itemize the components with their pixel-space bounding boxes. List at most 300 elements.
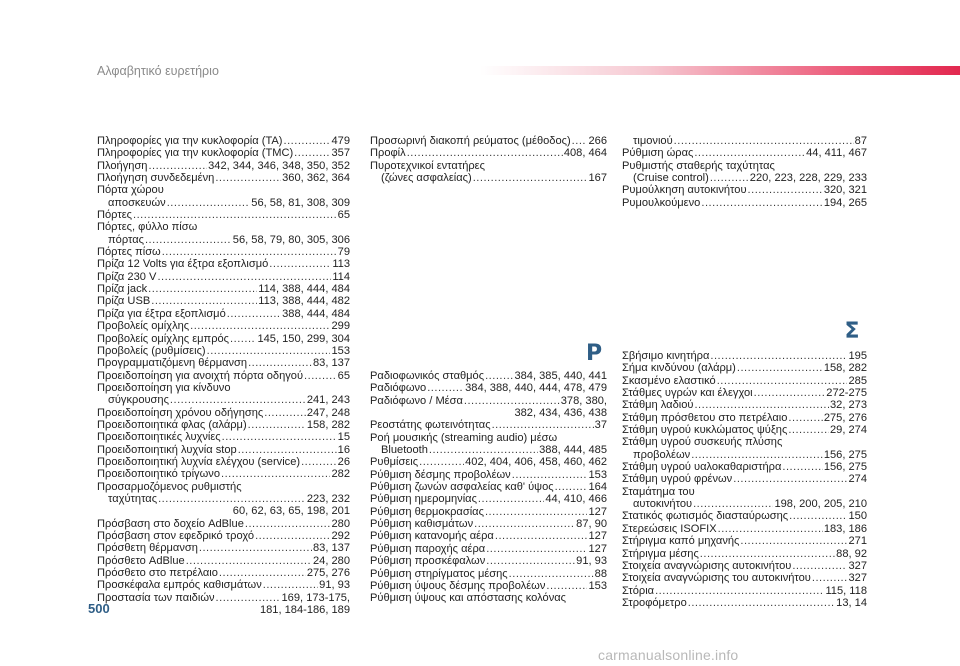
index-entry-term: Προγραμματιζόμενη θέρμανση	[97, 357, 248, 370]
index-entry-pages: 275, 276	[823, 411, 867, 424]
dot-leader	[733, 473, 847, 485]
index-entry-term: Πρίζα USB	[97, 295, 151, 308]
index-entry	[97, 481, 350, 493]
dot-leader	[221, 468, 331, 480]
index-entry-term: Ρύθμιση ώρας	[622, 147, 694, 160]
index-entry-term: Προειδοποιητική λυχνία ελέγχου (service)	[97, 455, 301, 468]
index-entry	[622, 350, 867, 362]
index-entry	[97, 456, 350, 468]
index-entry-term: Ροή μουσικής (streaming audio) μέσω	[370, 431, 558, 444]
index-entry	[97, 184, 350, 196]
index-entry-term: Προσωρινή διακοπή ρεύματος (μέθοδος)	[370, 135, 571, 147]
dot-leader	[429, 444, 538, 456]
index-entry-pages: 247, 248	[306, 406, 350, 419]
dot-leader	[700, 548, 835, 560]
index-entry-term: Σήμα κινδύνου (αλάρμ)	[622, 362, 736, 375]
index-entry-term: Προειδοποιητικά φλας (αλάρμ)	[97, 418, 247, 431]
index-entry-pages: 37	[594, 419, 607, 432]
index-entry-pages: 87, 90	[576, 518, 607, 531]
index-entry	[370, 555, 607, 567]
index-entry-pages: 87	[854, 135, 867, 147]
index-entry-pages: 158, 282	[306, 418, 350, 431]
index-entry-term: Προειδοποίηση για ανοιχτή πόρτα οδηγού	[97, 369, 304, 382]
index-entry-term: Πρίζα 230 V	[97, 270, 157, 283]
dot-leader	[555, 481, 588, 493]
dot-leader	[693, 498, 773, 510]
index-entry-term: Προσαρμοζόμενος ρυθμιστής	[97, 480, 242, 493]
index-entry-term: Ρύθμιση κατανομής αέρα	[370, 530, 494, 543]
index-entry-pages: 360, 362, 364	[282, 172, 350, 185]
index-entry-pages: 378, 380,	[560, 394, 607, 407]
index-entry	[622, 585, 867, 597]
index-entry-pages: 127	[588, 530, 607, 543]
index-entry	[97, 283, 350, 295]
index-entry-term: Πόρτες πίσω	[97, 246, 161, 259]
index-entry-term: Στήριγμα καπό μηχανής	[622, 535, 740, 548]
index-entry	[370, 395, 607, 407]
index-entry	[97, 209, 350, 221]
dot-leader	[789, 510, 847, 522]
index-entry-term: (ζώνες ασφαλείας)	[381, 172, 472, 185]
index-entry	[622, 436, 867, 448]
index-entry-pages: 241, 243	[306, 394, 350, 407]
index-column-3	[622, 135, 867, 209]
index-entry-term: Πόρτες	[97, 209, 133, 222]
index-entry	[97, 320, 350, 332]
index-entry-pages: 156, 275	[823, 461, 867, 474]
index-entry-term: ταχύτητας	[108, 492, 158, 505]
index-entry-term: Στάθμη πρόσθετου στο πετρέλαιο	[622, 411, 788, 424]
index-entry-pages: 153	[588, 468, 607, 481]
index-entry	[97, 221, 350, 233]
index-entry-pages: 24, 280	[312, 554, 350, 567]
index-entry-pages: 65	[337, 209, 350, 222]
dot-leader	[478, 493, 544, 505]
index-entry-pages: 115, 118	[825, 584, 867, 597]
dot-leader	[486, 543, 587, 555]
index-entry-pages: 183, 186	[823, 522, 867, 535]
dot-leader	[509, 568, 594, 580]
dot-leader	[691, 449, 823, 461]
index-entry	[370, 444, 607, 456]
dot-leader	[407, 147, 563, 159]
index-entry	[622, 461, 867, 473]
index-entry	[622, 548, 867, 560]
dot-leader	[701, 197, 822, 209]
index-entry	[97, 394, 350, 406]
index-entry-term: Πρόσθετη θέρμανση	[97, 542, 198, 555]
index-entry-pages: 153	[331, 344, 350, 357]
index-entry-term: Ρυθμιστής σταθερής ταχύτητας	[622, 159, 775, 172]
index-entry-term: Προειδοποίηση χρόνου οδήγησης	[97, 406, 264, 419]
dot-leader	[427, 382, 464, 394]
dot-leader	[170, 394, 306, 406]
index-entry-term: Ρύθμιση καθισμάτων	[370, 518, 474, 531]
index-entry	[370, 592, 607, 604]
index-entry	[622, 424, 867, 436]
index-entry-term: Σκασμένο ελαστικό	[622, 374, 716, 387]
index-entry-pages: 164	[588, 481, 607, 494]
index-entry	[97, 468, 350, 480]
index-entry-pages: 88, 92	[836, 547, 867, 560]
index-entry-pages: 266	[588, 135, 607, 147]
index-entry	[97, 172, 350, 184]
section-letter-p: P	[585, 341, 603, 366]
index-entry-term: Στάθμη υγρού φρένων	[622, 473, 733, 486]
index-entry-pages: 145, 150, 299, 304	[257, 332, 350, 345]
index-entry-term: Προειδοποιητική λυχνία stop	[97, 443, 237, 456]
index-entry-term: Ρύθμιση θερμοκρασίας	[370, 505, 484, 518]
index-entry-term: Στατικός φωτισμός διασταύρωσης	[622, 510, 789, 523]
index-entry-term: Στάθμη υγρού κυκλώματος ψύξης	[622, 424, 788, 437]
index-entry-pages: 44, 411, 467	[806, 147, 867, 160]
index-entry-term: Στοιχεία αναγνώρισης του αυτοκινήτου	[622, 572, 811, 585]
footer-watermark[interactable]: carmanualsonline.info	[598, 647, 739, 663]
index-entry	[97, 431, 350, 443]
dot-leader	[495, 530, 588, 542]
index-entry-term: Ρύθμιση στηρίγματος μέσης	[370, 567, 508, 580]
dot-leader	[474, 518, 575, 530]
index-entry-term: (Cruise control)	[633, 172, 709, 185]
dot-leader	[304, 370, 337, 382]
dot-leader	[740, 535, 847, 547]
index-entry-term: πόρτας	[108, 233, 144, 246]
index-entry-pages: 169, 173-175,	[281, 591, 350, 604]
index-entry-term: Πρόσθετο AdBlue	[97, 554, 185, 567]
index-entry-pages: 113, 388, 444, 482	[258, 295, 350, 308]
index-entry-pages: 357	[331, 147, 350, 160]
index-entry-term: Στόρια	[622, 584, 655, 597]
index-entry	[622, 523, 867, 535]
index-entry-term: Σταμάτημα του	[622, 485, 695, 498]
dot-leader	[133, 209, 337, 221]
index-column-1	[97, 135, 350, 616]
index-entry	[97, 258, 350, 270]
index-entry-term: Ρυθμίσεις	[370, 456, 419, 469]
index-entry-pages: 292	[331, 530, 350, 542]
index-column-2	[370, 135, 607, 184]
index-entry-term: Προσκέφαλα εμπρός καθισμάτων	[97, 579, 262, 592]
index-entry	[97, 382, 350, 394]
index-entry-term: Στοιχεία αναγνώρισης αυτοκινήτου	[622, 559, 792, 572]
index-entry-term: Πρόσβαση στον εφεδρικό τροχό	[97, 530, 255, 542]
dot-leader	[473, 172, 588, 184]
index-entry-term: Πρίζα jack	[97, 283, 148, 296]
index-entry-term: Ρύθμιση ύψους και απόστασης κολόνας	[370, 592, 566, 605]
dot-leader	[190, 320, 330, 332]
index-entry-pages: 91, 93	[319, 579, 350, 592]
index-entry	[622, 399, 867, 411]
index-entry-term: Ρυμουλκούμενο	[622, 196, 701, 209]
index-entry-pages: 408, 464	[563, 147, 607, 160]
index-entry-pages: 388, 444, 485	[539, 444, 607, 457]
index-entry	[97, 493, 350, 505]
index-entry	[370, 172, 607, 184]
dot-leader	[263, 579, 318, 591]
index-entry	[370, 407, 607, 419]
index-entry-term: Πυροτεχνικοί εντατήρες	[370, 159, 485, 172]
index-entry-term: Προφίλ	[370, 147, 406, 160]
dot-leader	[238, 444, 337, 456]
index-entry-term: Στήριγμα μέσης	[622, 547, 699, 560]
index-entry	[97, 234, 350, 246]
index-entry-pages: 274	[848, 473, 867, 486]
index-entry-term: Πληροφορίες για την κυκλοφορία (TA)	[97, 135, 283, 147]
index-entry-pages: 91, 93	[576, 555, 607, 568]
page-title: Αλφαβητικό ευρετήριο	[97, 64, 219, 78]
index-entry-term: Πληροφορίες για την κυκλοφορία (TMC)	[97, 147, 294, 160]
index-entry-term: τιμονιού	[633, 135, 673, 147]
index-entry	[370, 493, 607, 505]
index-entry-term: Προβολείς ομίχλης	[97, 320, 190, 333]
index-entry-pages: 194, 265	[823, 196, 867, 209]
dot-leader	[216, 592, 281, 604]
index-entry	[370, 382, 607, 394]
index-entry-term: Προβολείς ομίχλης εμπρός	[97, 332, 230, 345]
index-entry-pages: 382, 434, 436, 438	[514, 407, 607, 420]
index-entry	[622, 197, 867, 209]
dot-leader	[145, 234, 232, 246]
index-entry-term: Ρύθμιση ζωνών ασφαλείας καθ' ύψος	[370, 481, 554, 494]
index-column-2b	[370, 370, 607, 605]
index-entry	[370, 518, 607, 530]
index-entry	[97, 370, 350, 382]
index-entry-pages: 150	[848, 510, 867, 523]
index-entry	[97, 579, 350, 591]
index-entry-term: Πρίζα 12 Volts για έξτρα εξοπλισμό	[97, 258, 269, 271]
dot-leader	[255, 530, 330, 542]
dot-leader	[485, 506, 588, 518]
index-entry	[97, 135, 350, 147]
index-entry	[622, 597, 867, 609]
dot-leader	[301, 456, 337, 468]
dot-leader	[694, 399, 829, 411]
index-entry	[622, 172, 867, 184]
index-entry-pages: 13, 14	[836, 596, 867, 609]
index-entry-pages: 26	[337, 455, 350, 468]
index-entry-pages: 65	[337, 369, 350, 382]
index-entry-term: Πρόσθετο στο πετρέλαιο	[97, 567, 218, 580]
index-entry-term: Ραδιοφωνικός σταθμός	[370, 370, 485, 382]
index-entry-pages: 384, 388, 440, 444, 478, 479	[465, 382, 607, 395]
dot-leader	[485, 370, 513, 382]
index-entry-pages: 223, 232	[306, 492, 350, 505]
index-entry-term: Προειδοποιητικό τρίγωνο	[97, 468, 220, 481]
index-entry-term: Στάθμη λαδιού	[622, 399, 694, 412]
dot-leader	[788, 412, 822, 424]
index-entry	[370, 370, 607, 382]
dot-leader	[199, 542, 312, 554]
index-entry-term: αυτοκινήτου	[633, 498, 693, 511]
dot-leader	[157, 271, 331, 283]
index-entry-term: Ρύθμιση προσκέφαλων	[370, 555, 486, 568]
index-entry	[622, 560, 867, 572]
index-entry-term: Ρύθμιση ύψους δέσμης προβολέων	[370, 579, 546, 592]
index-entry-pages: 83, 137	[312, 542, 350, 555]
index-entry-term: Πλοήγηση	[97, 159, 148, 172]
dot-leader	[151, 295, 257, 307]
index-entry-term: Στάθμη υγρού υαλοκαθαριστήρα	[622, 461, 782, 474]
index-entry	[370, 456, 607, 468]
index-entry	[370, 469, 607, 481]
index-entry	[622, 473, 867, 485]
index-entry-term: Ρύθμιση παροχής αέρα	[370, 542, 486, 555]
index-entry-pages: 384, 385, 440, 441	[514, 370, 607, 382]
index-entry-pages: 271	[848, 535, 867, 548]
index-entry	[622, 498, 867, 510]
dot-leader	[782, 461, 822, 473]
index-entry-pages: 327	[848, 559, 867, 572]
dot-leader	[148, 160, 207, 172]
index-entry	[622, 375, 867, 387]
index-entry-term: Ραδιόφωνο	[370, 382, 427, 395]
index-entry	[97, 592, 350, 604]
dot-leader	[792, 560, 847, 572]
dot-leader	[674, 135, 854, 147]
index-entry-term: Ρύθμιση ημερομηνίας	[370, 493, 477, 506]
index-entry	[97, 357, 350, 369]
index-entry	[97, 295, 350, 307]
index-entry-term: Ρεοστάτης φωτεινότητας	[370, 419, 491, 432]
index-entry-pages: 16	[337, 443, 350, 456]
index-entry-term: Προειδοποίηση για κίνδυνο	[97, 381, 231, 394]
dot-leader	[710, 172, 749, 184]
index-entry-pages: 153	[588, 579, 607, 592]
index-entry	[97, 197, 350, 209]
index-entry-term: Πόρτα χώρου	[97, 184, 164, 197]
index-entry	[97, 308, 350, 320]
dot-leader	[186, 555, 312, 567]
index-entry-pages: 88	[594, 567, 607, 580]
index-entry-pages: 156, 275	[823, 448, 867, 461]
index-entry	[370, 135, 607, 147]
index-entry	[97, 345, 350, 357]
index-entry	[370, 543, 607, 555]
index-entry-term: Πρίζα για έξτρα εξοπλισμό	[97, 307, 226, 320]
index-entry-pages: 158, 282	[823, 362, 867, 375]
index-entry-pages: 327	[848, 572, 867, 585]
index-entry	[622, 387, 867, 399]
dot-leader	[162, 246, 337, 258]
dot-leader	[248, 357, 312, 369]
index-entry-pages: 15	[337, 431, 350, 444]
index-entry-pages: 127	[588, 505, 607, 518]
index-entry-pages: 127	[588, 542, 607, 555]
index-entry-pages: 272-275	[826, 387, 867, 400]
index-entry-pages: 114, 388, 444, 484	[258, 283, 350, 296]
dot-leader	[486, 555, 575, 567]
index-entry	[622, 147, 867, 159]
index-entry	[622, 412, 867, 424]
index-entry	[97, 147, 350, 159]
index-entry	[370, 530, 607, 542]
index-entry	[97, 160, 350, 172]
dot-leader	[464, 395, 560, 407]
index-entry-pages: 275, 276	[306, 567, 350, 580]
index-entry	[97, 246, 350, 258]
dot-leader	[167, 197, 251, 209]
index-entry	[97, 567, 350, 579]
index-entry-pages: 198, 200, 205, 210	[774, 498, 867, 511]
index-entry	[622, 535, 867, 547]
index-entry-pages: 181, 184-186, 189	[259, 604, 350, 617]
index-entry-pages: 220, 223, 228, 229, 233	[749, 172, 867, 185]
index-entry	[97, 419, 350, 431]
dot-leader	[748, 184, 823, 196]
index-entry	[370, 568, 607, 580]
dot-leader	[207, 345, 331, 357]
index-entry-term: Πρόσβαση στο δοχείο AdBlue	[97, 517, 244, 530]
index-entry-term: Στροφόμετρο	[622, 596, 687, 609]
index-entry	[97, 271, 350, 283]
dot-leader	[655, 585, 824, 597]
index-entry	[370, 580, 607, 592]
index-entry-term: Στερεώσεις ISOFIX	[622, 522, 717, 535]
index-entry	[622, 572, 867, 584]
dot-leader	[694, 147, 805, 159]
index-entry-pages: 167	[588, 172, 607, 185]
index-entry-term: Στάθμη υγρού συσκευής πλύσης	[622, 436, 783, 449]
index-entry-term: Στάθμες υγρών και έλεγχοι	[622, 387, 753, 400]
index-entry-pages: 282	[331, 468, 350, 481]
index-entry	[97, 444, 350, 456]
index-entry	[622, 362, 867, 374]
index-entry	[622, 184, 867, 196]
dot-leader	[248, 419, 306, 431]
dot-leader	[269, 258, 331, 270]
index-entry-term: Bluetooth	[381, 444, 428, 457]
index-entry-pages: 113	[332, 258, 350, 271]
index-entry-pages: 60, 62, 63, 65, 198, 201	[232, 505, 350, 518]
dot-leader	[264, 407, 306, 419]
index-entry	[97, 407, 350, 419]
index-entry-pages: 342, 344, 346, 348, 350, 352	[208, 159, 350, 172]
index-entry-term: Ρυμούλκηση αυτοκινήτου	[622, 184, 747, 197]
dot-leader	[812, 572, 848, 584]
index-entry	[622, 135, 867, 147]
dot-leader	[215, 172, 281, 184]
dot-leader	[245, 518, 331, 530]
index-entry	[370, 147, 607, 159]
index-entry-term: Ρύθμιση δέσμης προβολέων	[370, 468, 511, 481]
dot-leader	[546, 580, 587, 592]
index-entry-pages: 29, 274	[829, 424, 867, 437]
dot-leader	[227, 308, 281, 320]
index-entry-term: προβολέων	[633, 448, 691, 461]
dot-leader	[492, 419, 594, 431]
dot-leader	[419, 456, 464, 468]
index-entry	[97, 542, 350, 554]
index-entry-term: αποσκευών	[108, 196, 166, 209]
index-entry	[622, 449, 867, 461]
index-entry-pages: 32, 273	[829, 399, 867, 412]
index-entry-pages: 388, 444, 484	[282, 307, 350, 320]
dot-leader	[688, 597, 835, 609]
section-letter-sigma: Σ	[844, 319, 860, 344]
dot-leader	[788, 424, 829, 436]
index-entry-pages: 320, 321	[823, 184, 867, 197]
index-entry-pages: 299	[331, 320, 350, 333]
index-entry-term: σύγκρουσης	[108, 394, 169, 407]
index-entry-term: Ραδιόφωνο / Μέσα	[370, 394, 463, 407]
index-entry	[97, 604, 350, 616]
index-entry	[97, 555, 350, 567]
dot-leader	[717, 375, 848, 387]
index-entry-pages: 56, 58, 81, 308, 309	[251, 196, 350, 209]
dot-leader	[230, 333, 256, 345]
index-entry-term: Σβήσιμο κινητήρα	[622, 350, 710, 362]
index-entry	[97, 530, 350, 542]
